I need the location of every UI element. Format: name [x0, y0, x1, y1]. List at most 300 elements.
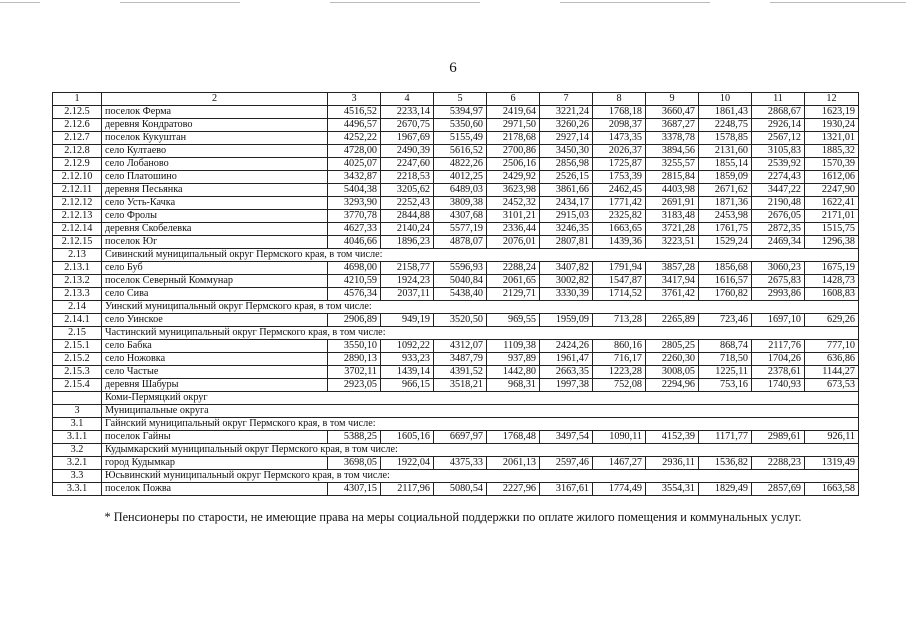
section-row	[53, 301, 859, 314]
value-cell: 4627,33	[328, 223, 381, 236]
value-cell: 713,28	[593, 314, 646, 327]
value-cell: 5577,19	[434, 223, 487, 236]
value-cell: 1856,68	[699, 262, 752, 275]
value-cell: 2469,34	[752, 236, 805, 249]
row-code: 2.12.5	[53, 106, 102, 119]
value-cell: 6697,97	[434, 431, 487, 444]
value-cell: 1319,49	[805, 457, 859, 470]
section-title: Коми-Пермяцкий округ	[102, 392, 859, 405]
row-code: 2.12.7	[53, 132, 102, 145]
table-body	[53, 93, 859, 496]
value-cell: 752,08	[593, 379, 646, 392]
value-cell: 2805,25	[646, 340, 699, 353]
value-cell: 3101,21	[487, 210, 540, 223]
value-cell: 2971,50	[487, 119, 540, 132]
table-row	[53, 197, 859, 210]
value-cell: 1771,42	[593, 197, 646, 210]
value-cell: 2597,46	[540, 457, 593, 470]
value-cell: 5350,60	[434, 119, 487, 132]
value-cell: 1225,11	[699, 366, 752, 379]
settlement-name: село Бабка	[102, 340, 328, 353]
value-cell: 2856,98	[540, 158, 593, 171]
value-cell: 1622,41	[805, 197, 859, 210]
value-cell: 2923,05	[328, 379, 381, 392]
value-cell: 2857,69	[752, 483, 805, 496]
value-cell: 1663,65	[593, 223, 646, 236]
column-header: 12	[805, 93, 859, 106]
row-code: 2.12.11	[53, 184, 102, 197]
value-cell: 1605,16	[381, 431, 434, 444]
column-header: 2	[102, 93, 328, 106]
value-cell: 968,31	[487, 379, 540, 392]
row-code: 3.3.1	[53, 483, 102, 496]
table-row	[53, 236, 859, 249]
settlement-name: село Ножовка	[102, 353, 328, 366]
value-cell: 1704,26	[752, 353, 805, 366]
value-cell: 1536,82	[699, 457, 752, 470]
settlement-name: село Усть-Качка	[102, 197, 328, 210]
value-cell: 1515,75	[805, 223, 859, 236]
value-cell: 2429,92	[487, 171, 540, 184]
value-cell: 1442,80	[487, 366, 540, 379]
value-cell: 1223,28	[593, 366, 646, 379]
value-cell: 1675,19	[805, 262, 859, 275]
row-code: 3.2.1	[53, 457, 102, 470]
value-cell: 1959,09	[540, 314, 593, 327]
settlement-name: поселок Юг	[102, 236, 328, 249]
value-cell: 5388,25	[328, 431, 381, 444]
settlement-name: город Кудымкар	[102, 457, 328, 470]
value-cell: 2247,90	[805, 184, 859, 197]
value-cell: 3293,90	[328, 197, 381, 210]
value-cell: 2325,82	[593, 210, 646, 223]
table-row	[53, 132, 859, 145]
value-cell: 5080,54	[434, 483, 487, 496]
value-cell: 2453,98	[699, 210, 752, 223]
table-row	[53, 483, 859, 496]
table-row	[53, 431, 859, 444]
value-cell: 5394,97	[434, 106, 487, 119]
value-cell: 1321,01	[805, 132, 859, 145]
value-cell: 4252,22	[328, 132, 381, 145]
top-rule-2	[120, 2, 240, 3]
value-cell: 2868,67	[752, 106, 805, 119]
value-cell: 1896,23	[381, 236, 434, 249]
settlement-name: поселок Северный Коммунар	[102, 275, 328, 288]
value-cell: 3518,21	[434, 379, 487, 392]
value-cell: 2218,53	[381, 171, 434, 184]
section-title: Частинский муниципальный округ Пермского края, в том числе:	[102, 327, 859, 340]
row-code: 2.14.1	[53, 314, 102, 327]
value-cell: 1861,43	[699, 106, 752, 119]
value-cell: 3761,42	[646, 288, 699, 301]
value-cell: 1871,36	[699, 197, 752, 210]
value-cell: 2190,48	[752, 197, 805, 210]
row-code: 2.13	[53, 249, 102, 262]
value-cell: 4698,00	[328, 262, 381, 275]
value-cell: 1760,82	[699, 288, 752, 301]
value-cell: 2252,43	[381, 197, 434, 210]
value-cell: 2248,75	[699, 119, 752, 132]
tariff-table	[52, 92, 859, 496]
value-cell: 860,16	[593, 340, 646, 353]
table-row	[53, 457, 859, 470]
value-cell: 926,11	[805, 431, 859, 444]
row-code: 2.15.1	[53, 340, 102, 353]
section-row	[53, 444, 859, 457]
value-cell: 1922,04	[381, 457, 434, 470]
value-cell: 673,53	[805, 379, 859, 392]
value-cell: 2117,96	[381, 483, 434, 496]
section-row	[53, 392, 859, 405]
value-cell: 2815,84	[646, 171, 699, 184]
value-cell: 4307,15	[328, 483, 381, 496]
table-row	[53, 275, 859, 288]
section-title: Муниципальные округа	[102, 405, 859, 418]
section-title: Уинский муниципальный округ Пермского края, в том числе:	[102, 301, 859, 314]
row-code: 2.12.10	[53, 171, 102, 184]
table-row	[53, 106, 859, 119]
settlement-name: село Платошино	[102, 171, 328, 184]
row-code: 2.12.8	[53, 145, 102, 158]
value-cell: 4210,59	[328, 275, 381, 288]
column-header: 1	[53, 93, 102, 106]
settlement-name: поселок Ферма	[102, 106, 328, 119]
value-cell: 3894,56	[646, 145, 699, 158]
settlement-name: село Уинское	[102, 314, 328, 327]
value-cell: 2691,91	[646, 197, 699, 210]
value-cell: 2915,03	[540, 210, 593, 223]
value-cell: 3698,05	[328, 457, 381, 470]
column-header: 5	[434, 93, 487, 106]
value-cell: 1930,24	[805, 119, 859, 132]
value-cell: 5155,49	[434, 132, 487, 145]
value-cell: 3809,38	[434, 197, 487, 210]
table-row	[53, 223, 859, 236]
value-cell: 969,55	[487, 314, 540, 327]
value-cell: 1144,27	[805, 366, 859, 379]
value-cell: 4012,25	[434, 171, 487, 184]
value-cell: 2567,12	[752, 132, 805, 145]
value-cell: 2936,11	[646, 457, 699, 470]
row-code: 3	[53, 405, 102, 418]
value-cell: 2247,60	[381, 158, 434, 171]
value-cell: 1885,32	[805, 145, 859, 158]
settlement-name: поселок Пожва	[102, 483, 328, 496]
value-cell: 3770,78	[328, 210, 381, 223]
value-cell: 4025,07	[328, 158, 381, 171]
section-row	[53, 418, 859, 431]
column-header: 7	[540, 93, 593, 106]
value-cell: 2663,35	[540, 366, 593, 379]
value-cell: 2927,14	[540, 132, 593, 145]
settlement-name: село Култаево	[102, 145, 328, 158]
value-cell: 1090,11	[593, 431, 646, 444]
value-cell: 629,26	[805, 314, 859, 327]
value-cell: 949,19	[381, 314, 434, 327]
value-cell: 1109,38	[487, 340, 540, 353]
value-cell: 2178,68	[487, 132, 540, 145]
value-cell: 4576,34	[328, 288, 381, 301]
value-cell: 5596,93	[434, 262, 487, 275]
table-row	[53, 184, 859, 197]
value-cell: 3554,31	[646, 483, 699, 496]
settlement-name: село Буб	[102, 262, 328, 275]
column-number-header-row	[53, 93, 859, 106]
settlement-name: деревня Песьянка	[102, 184, 328, 197]
value-cell: 1092,22	[381, 340, 434, 353]
value-cell: 2129,71	[487, 288, 540, 301]
value-cell: 2872,35	[752, 223, 805, 236]
value-cell: 2926,14	[752, 119, 805, 132]
settlement-name: село Сива	[102, 288, 328, 301]
row-code: 2.15.3	[53, 366, 102, 379]
settlement-name: поселок Гайны	[102, 431, 328, 444]
value-cell: 4046,66	[328, 236, 381, 249]
value-cell: 3857,28	[646, 262, 699, 275]
value-cell: 2227,96	[487, 483, 540, 496]
value-cell: 2131,60	[699, 145, 752, 158]
settlement-name: село Фролы	[102, 210, 328, 223]
row-code: 2.12.6	[53, 119, 102, 132]
value-cell: 1961,47	[540, 353, 593, 366]
value-cell: 3105,83	[752, 145, 805, 158]
row-code: 2.13.1	[53, 262, 102, 275]
row-code: 2.12.14	[53, 223, 102, 236]
value-cell: 3432,87	[328, 171, 381, 184]
value-cell: 933,23	[381, 353, 434, 366]
row-code: 3.1.1	[53, 431, 102, 444]
value-cell: 2158,77	[381, 262, 434, 275]
column-header: 8	[593, 93, 646, 106]
value-cell: 2539,92	[752, 158, 805, 171]
column-header: 10	[699, 93, 752, 106]
value-cell: 636,86	[805, 353, 859, 366]
value-cell: 2140,24	[381, 223, 434, 236]
value-cell: 1768,48	[487, 431, 540, 444]
value-cell: 3447,22	[752, 184, 805, 197]
value-cell: 4496,57	[328, 119, 381, 132]
table-row	[53, 288, 859, 301]
value-cell: 868,74	[699, 340, 752, 353]
table-row	[53, 171, 859, 184]
value-cell: 2274,43	[752, 171, 805, 184]
value-cell: 1740,93	[752, 379, 805, 392]
value-cell: 5404,38	[328, 184, 381, 197]
value-cell: 1924,23	[381, 275, 434, 288]
value-cell: 2462,45	[593, 184, 646, 197]
value-cell: 4728,00	[328, 145, 381, 158]
value-cell: 1473,35	[593, 132, 646, 145]
row-code: 2.12.15	[53, 236, 102, 249]
value-cell: 1439,14	[381, 366, 434, 379]
value-cell: 3660,47	[646, 106, 699, 119]
value-cell: 966,15	[381, 379, 434, 392]
top-rule-4	[560, 2, 710, 3]
value-cell: 1855,14	[699, 158, 752, 171]
value-cell: 3721,28	[646, 223, 699, 236]
value-cell: 1829,49	[699, 483, 752, 496]
value-cell: 5438,40	[434, 288, 487, 301]
value-cell: 2233,14	[381, 106, 434, 119]
value-cell: 2424,26	[540, 340, 593, 353]
value-cell: 4403,98	[646, 184, 699, 197]
value-cell: 1967,69	[381, 132, 434, 145]
value-cell: 1859,09	[699, 171, 752, 184]
table-row	[53, 210, 859, 223]
value-cell: 2526,15	[540, 171, 593, 184]
settlement-name: деревня Шабуры	[102, 379, 328, 392]
value-cell: 4516,52	[328, 106, 381, 119]
value-cell: 3623,98	[487, 184, 540, 197]
row-code: 2.13.3	[53, 288, 102, 301]
top-rule-3	[330, 2, 480, 3]
value-cell: 3550,10	[328, 340, 381, 353]
top-rule-1	[0, 2, 40, 3]
value-cell: 4391,52	[434, 366, 487, 379]
value-cell: 2675,83	[752, 275, 805, 288]
table-row	[53, 353, 859, 366]
value-cell: 3702,11	[328, 366, 381, 379]
value-cell: 1753,39	[593, 171, 646, 184]
value-cell: 1997,38	[540, 379, 593, 392]
value-cell: 1608,83	[805, 288, 859, 301]
value-cell: 4375,33	[434, 457, 487, 470]
column-header: 3	[328, 93, 381, 106]
value-cell: 3520,50	[434, 314, 487, 327]
value-cell: 2906,89	[328, 314, 381, 327]
value-cell: 1663,58	[805, 483, 859, 496]
value-cell: 1623,19	[805, 106, 859, 119]
value-cell: 5616,52	[434, 145, 487, 158]
section-title: Гайнский муниципальный округ Пермского края, в том числе:	[102, 418, 859, 431]
value-cell: 1791,94	[593, 262, 646, 275]
value-cell: 3417,94	[646, 275, 699, 288]
column-header: 4	[381, 93, 434, 106]
value-cell: 4152,39	[646, 431, 699, 444]
value-cell: 2452,32	[487, 197, 540, 210]
footnote: * Пенсионеры по старости, не имеющие права на меры социальной поддержки по оплате жилого помещения и коммунальных услуг.	[104, 510, 802, 524]
table-row	[53, 379, 859, 392]
section-title: Кудымкарский муниципальный округ Пермского края, в том числе:	[102, 444, 859, 457]
table-row	[53, 366, 859, 379]
value-cell: 6489,03	[434, 184, 487, 197]
column-header: 11	[752, 93, 805, 106]
row-code: 3.2	[53, 444, 102, 457]
value-cell: 3407,82	[540, 262, 593, 275]
table-row	[53, 119, 859, 132]
section-row	[53, 470, 859, 483]
row-code: 2.14	[53, 301, 102, 314]
value-cell: 3167,61	[540, 483, 593, 496]
column-header: 9	[646, 93, 699, 106]
value-cell: 1529,24	[699, 236, 752, 249]
row-code: 2.13.2	[53, 275, 102, 288]
value-cell: 3246,35	[540, 223, 593, 236]
value-cell: 3497,54	[540, 431, 593, 444]
value-cell: 716,17	[593, 353, 646, 366]
row-code: 2.12.12	[53, 197, 102, 210]
settlement-name: поселок Кукуштан	[102, 132, 328, 145]
value-cell: 2671,62	[699, 184, 752, 197]
value-cell: 1428,73	[805, 275, 859, 288]
value-cell: 2434,17	[540, 197, 593, 210]
value-cell: 2670,75	[381, 119, 434, 132]
value-cell: 2336,44	[487, 223, 540, 236]
value-cell: 2993,86	[752, 288, 805, 301]
section-title: Сивинский муниципальный округ Пермского края, в том числе:	[102, 249, 859, 262]
row-code: 3.1	[53, 418, 102, 431]
value-cell: 3221,24	[540, 106, 593, 119]
value-cell: 2490,39	[381, 145, 434, 158]
value-cell: 2807,81	[540, 236, 593, 249]
row-code	[53, 392, 102, 405]
value-cell: 1171,77	[699, 431, 752, 444]
page-number: 6	[449, 60, 457, 76]
value-cell: 2037,11	[381, 288, 434, 301]
top-rule-5	[770, 2, 906, 3]
value-cell: 3223,51	[646, 236, 699, 249]
value-cell: 5040,84	[434, 275, 487, 288]
value-cell: 1296,38	[805, 236, 859, 249]
value-cell: 4822,26	[434, 158, 487, 171]
value-cell: 3205,62	[381, 184, 434, 197]
value-cell: 2294,96	[646, 379, 699, 392]
value-cell: 2061,13	[487, 457, 540, 470]
value-cell: 3260,26	[540, 119, 593, 132]
column-header: 6	[487, 93, 540, 106]
section-row	[53, 405, 859, 418]
value-cell: 3002,82	[540, 275, 593, 288]
section-title: Юсьвинский муниципальный округ Пермского края, в том числе:	[102, 470, 859, 483]
value-cell: 1725,87	[593, 158, 646, 171]
row-code: 2.12.9	[53, 158, 102, 171]
value-cell: 1616,57	[699, 275, 752, 288]
value-cell: 2676,05	[752, 210, 805, 223]
value-cell: 1578,85	[699, 132, 752, 145]
value-cell: 2117,76	[752, 340, 805, 353]
value-cell: 2076,01	[487, 236, 540, 249]
value-cell: 2700,86	[487, 145, 540, 158]
table-row	[53, 340, 859, 353]
settlement-name: деревня Скобелевка	[102, 223, 328, 236]
settlement-name: село Лобаново	[102, 158, 328, 171]
table-row	[53, 314, 859, 327]
value-cell: 777,10	[805, 340, 859, 353]
value-cell: 753,16	[699, 379, 752, 392]
value-cell: 3255,57	[646, 158, 699, 171]
value-cell: 2260,30	[646, 353, 699, 366]
value-cell: 1612,06	[805, 171, 859, 184]
value-cell: 937,89	[487, 353, 540, 366]
value-cell: 1697,10	[752, 314, 805, 327]
value-cell: 2026,37	[593, 145, 646, 158]
section-row	[53, 249, 859, 262]
value-cell: 2288,24	[487, 262, 540, 275]
value-cell: 3450,30	[540, 145, 593, 158]
value-cell: 3687,27	[646, 119, 699, 132]
table-row	[53, 262, 859, 275]
value-cell: 3378,78	[646, 132, 699, 145]
value-cell: 1768,18	[593, 106, 646, 119]
value-cell: 3008,05	[646, 366, 699, 379]
row-code: 2.15.4	[53, 379, 102, 392]
row-code: 2.15.2	[53, 353, 102, 366]
value-cell: 3861,66	[540, 184, 593, 197]
section-row	[53, 327, 859, 340]
value-cell: 2098,37	[593, 119, 646, 132]
table-row	[53, 158, 859, 171]
